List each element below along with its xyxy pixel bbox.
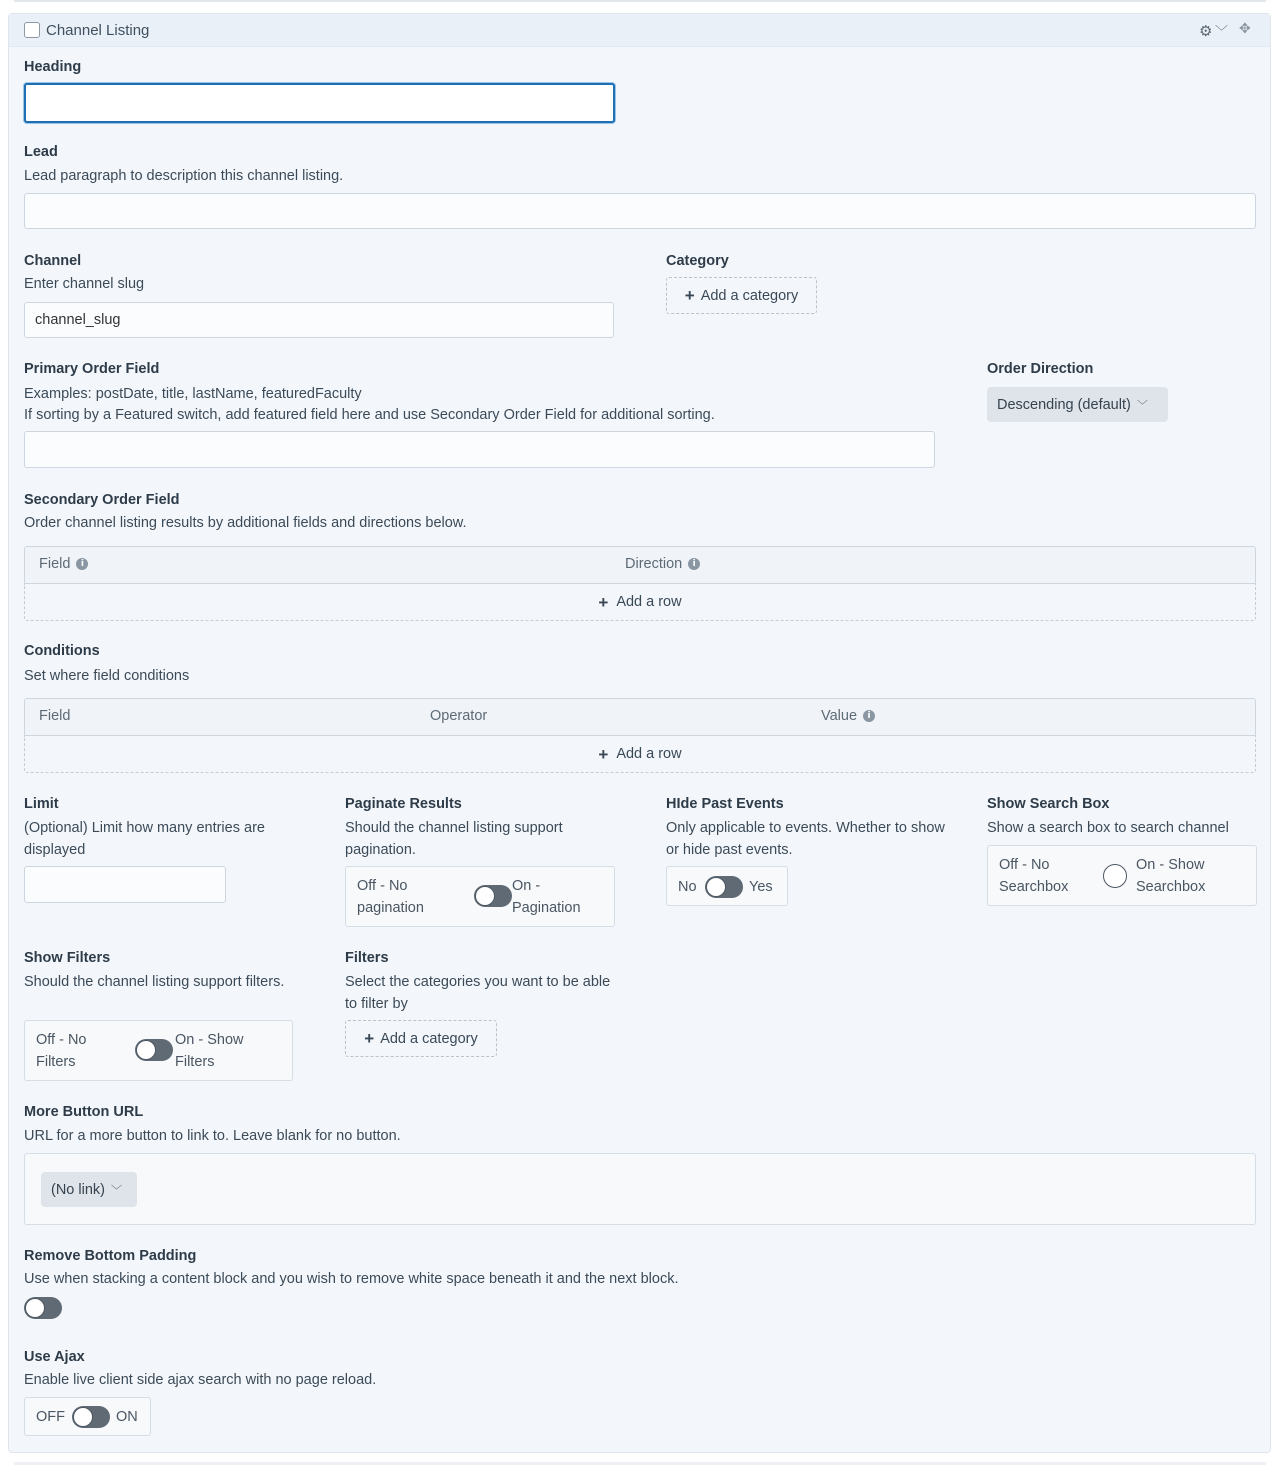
remove-padding-toggle[interactable] xyxy=(24,1297,62,1319)
filters-label: Filters xyxy=(345,950,389,966)
search-box-description: Show a search box to search channel xyxy=(987,820,1229,836)
secondary-order-description: Order channel listing results by additional fields and directions below. xyxy=(24,515,467,531)
search-box-label: Show Search Box xyxy=(987,796,1110,812)
order-direction-value: Descending (default) xyxy=(997,396,1131,413)
add-category-label: Add a category xyxy=(700,287,799,304)
info-icon[interactable]: i xyxy=(863,710,875,722)
block-header xyxy=(9,14,1270,47)
show-filters-label: Show Filters xyxy=(24,950,111,966)
conditions-grid-header xyxy=(24,698,1256,736)
conditions-add-row-button[interactable] xyxy=(24,736,1256,773)
add-category-button[interactable] xyxy=(666,277,817,314)
limit-label: Limit xyxy=(24,796,59,812)
primary-order-description-2: If sorting by a Featured switch, add featured field here and use Secondary Order Field for additional sorting. xyxy=(24,407,715,423)
block-select-checkbox[interactable] xyxy=(24,22,40,38)
grid-column-direction: Direction i xyxy=(625,556,700,572)
hide-past-toggle[interactable] xyxy=(705,876,743,898)
channel-label: Channel xyxy=(24,253,82,269)
use-ajax-label: Use Ajax xyxy=(24,1349,85,1365)
use-ajax-on-label: ON xyxy=(116,1409,138,1425)
add-row-label: Add a row xyxy=(616,746,682,762)
paginate-off-label: Off - No pagination xyxy=(357,878,424,916)
info-icon[interactable]: i xyxy=(688,558,700,570)
lead-label: Lead xyxy=(24,144,58,160)
chevron-down-icon[interactable]: ﹀ xyxy=(1215,24,1229,39)
secondary-order-add-row-button[interactable] xyxy=(24,584,1256,621)
more-button-description: URL for a more button to link to. Leave blank for no button. xyxy=(24,1128,401,1144)
channel-listing-block xyxy=(8,13,1271,1453)
add-category-label: Add a category xyxy=(380,1030,478,1047)
filters-add-category-button[interactable] xyxy=(345,1020,497,1057)
show-filters-off-label: Off - No Filters xyxy=(36,1032,87,1070)
plus-icon: + xyxy=(598,744,609,764)
order-direction-label: Order Direction xyxy=(987,361,1094,377)
paginate-description: Should the channel listing support pagination. xyxy=(345,820,563,858)
gear-icon[interactable]: ⚙ xyxy=(1199,23,1213,40)
bottom-divider xyxy=(14,1462,1266,1465)
grid-column-operator: Operator xyxy=(430,708,488,724)
category-label: Category xyxy=(666,253,729,269)
show-filters-on-label: On - Show Filters xyxy=(175,1032,244,1070)
paginate-toggle[interactable] xyxy=(474,885,512,907)
use-ajax-toggle[interactable] xyxy=(72,1406,110,1428)
search-box-on-radio[interactable] xyxy=(1103,864,1127,888)
use-ajax-toggle-group xyxy=(24,1397,151,1436)
plus-icon: + xyxy=(684,286,695,305)
link-type-select[interactable] xyxy=(41,1172,137,1207)
show-filters-toggle[interactable] xyxy=(135,1039,173,1061)
order-direction-select[interactable] xyxy=(987,387,1168,422)
hide-past-label: HIde Past Events xyxy=(666,796,784,812)
more-button-label: More Button URL xyxy=(24,1104,144,1120)
link-type-value: (No link) xyxy=(51,1181,105,1198)
lead-description: Lead paragraph to description this channel listing. xyxy=(24,168,344,184)
lead-input[interactable] xyxy=(24,193,1256,229)
add-row-label: Add a row xyxy=(616,594,682,610)
paginate-label: Paginate Results xyxy=(345,796,462,812)
hide-past-on-label: Yes xyxy=(749,879,773,895)
plus-icon: + xyxy=(598,592,609,612)
primary-order-description-1: Examples: postDate, title, lastName, featuredFaculty xyxy=(24,386,362,402)
use-ajax-off-label: OFF xyxy=(36,1409,65,1425)
info-icon[interactable]: i xyxy=(76,558,88,570)
search-box-radio-group xyxy=(987,845,1257,906)
grid-column-field: Field i xyxy=(39,556,88,572)
hide-past-off-label: No xyxy=(678,879,697,895)
paginate-toggle-group xyxy=(345,866,615,927)
primary-order-label: Primary Order Field xyxy=(24,361,160,377)
plus-icon: + xyxy=(364,1029,375,1048)
heading-label: Heading xyxy=(24,59,82,75)
channel-description: Enter channel slug xyxy=(24,276,145,292)
primary-order-input[interactable] xyxy=(24,431,935,468)
show-filters-description: Should the channel listing support filters. xyxy=(24,974,285,990)
remove-padding-description: Use when stacking a content block and you wish to remove white space beneath it and the next block. xyxy=(24,1271,679,1287)
top-divider xyxy=(14,0,1266,2)
remove-padding-label: Remove Bottom Padding xyxy=(24,1248,197,1264)
limit-input[interactable] xyxy=(24,866,226,903)
show-filters-toggle-group xyxy=(24,1020,293,1081)
more-button-link-field xyxy=(24,1153,1256,1225)
filters-description: Select the categories you want to be able to filter by xyxy=(345,974,611,1012)
secondary-order-label: Secondary Order Field xyxy=(24,492,180,508)
block-title: Channel Listing xyxy=(46,22,150,39)
hide-past-description: Only applicable to events. Whether to show or hide past events. xyxy=(666,820,945,858)
channel-input[interactable] xyxy=(24,302,614,338)
move-icon[interactable]: ✥ xyxy=(1239,20,1251,36)
conditions-label: Conditions xyxy=(24,643,100,659)
secondary-order-grid-header xyxy=(24,546,1256,584)
search-box-on-label: On - Show Searchbox xyxy=(1136,857,1206,895)
grid-column-field: Field xyxy=(39,708,71,724)
paginate-on-label: On - Pagination xyxy=(512,878,581,916)
grid-column-value: Value i xyxy=(821,708,875,724)
heading-input[interactable] xyxy=(24,83,615,123)
conditions-description: Set where field conditions xyxy=(24,668,190,684)
hide-past-toggle-group xyxy=(666,866,788,906)
chevron-down-icon: ﹀ xyxy=(1136,399,1148,412)
limit-description: (Optional) Limit how many entries are displayed xyxy=(24,820,265,858)
use-ajax-description: Enable live client side ajax search with no page reload. xyxy=(24,1372,377,1388)
search-box-off-label: Off - No Searchbox xyxy=(999,857,1069,895)
chevron-down-icon: ﹀ xyxy=(110,1184,122,1197)
